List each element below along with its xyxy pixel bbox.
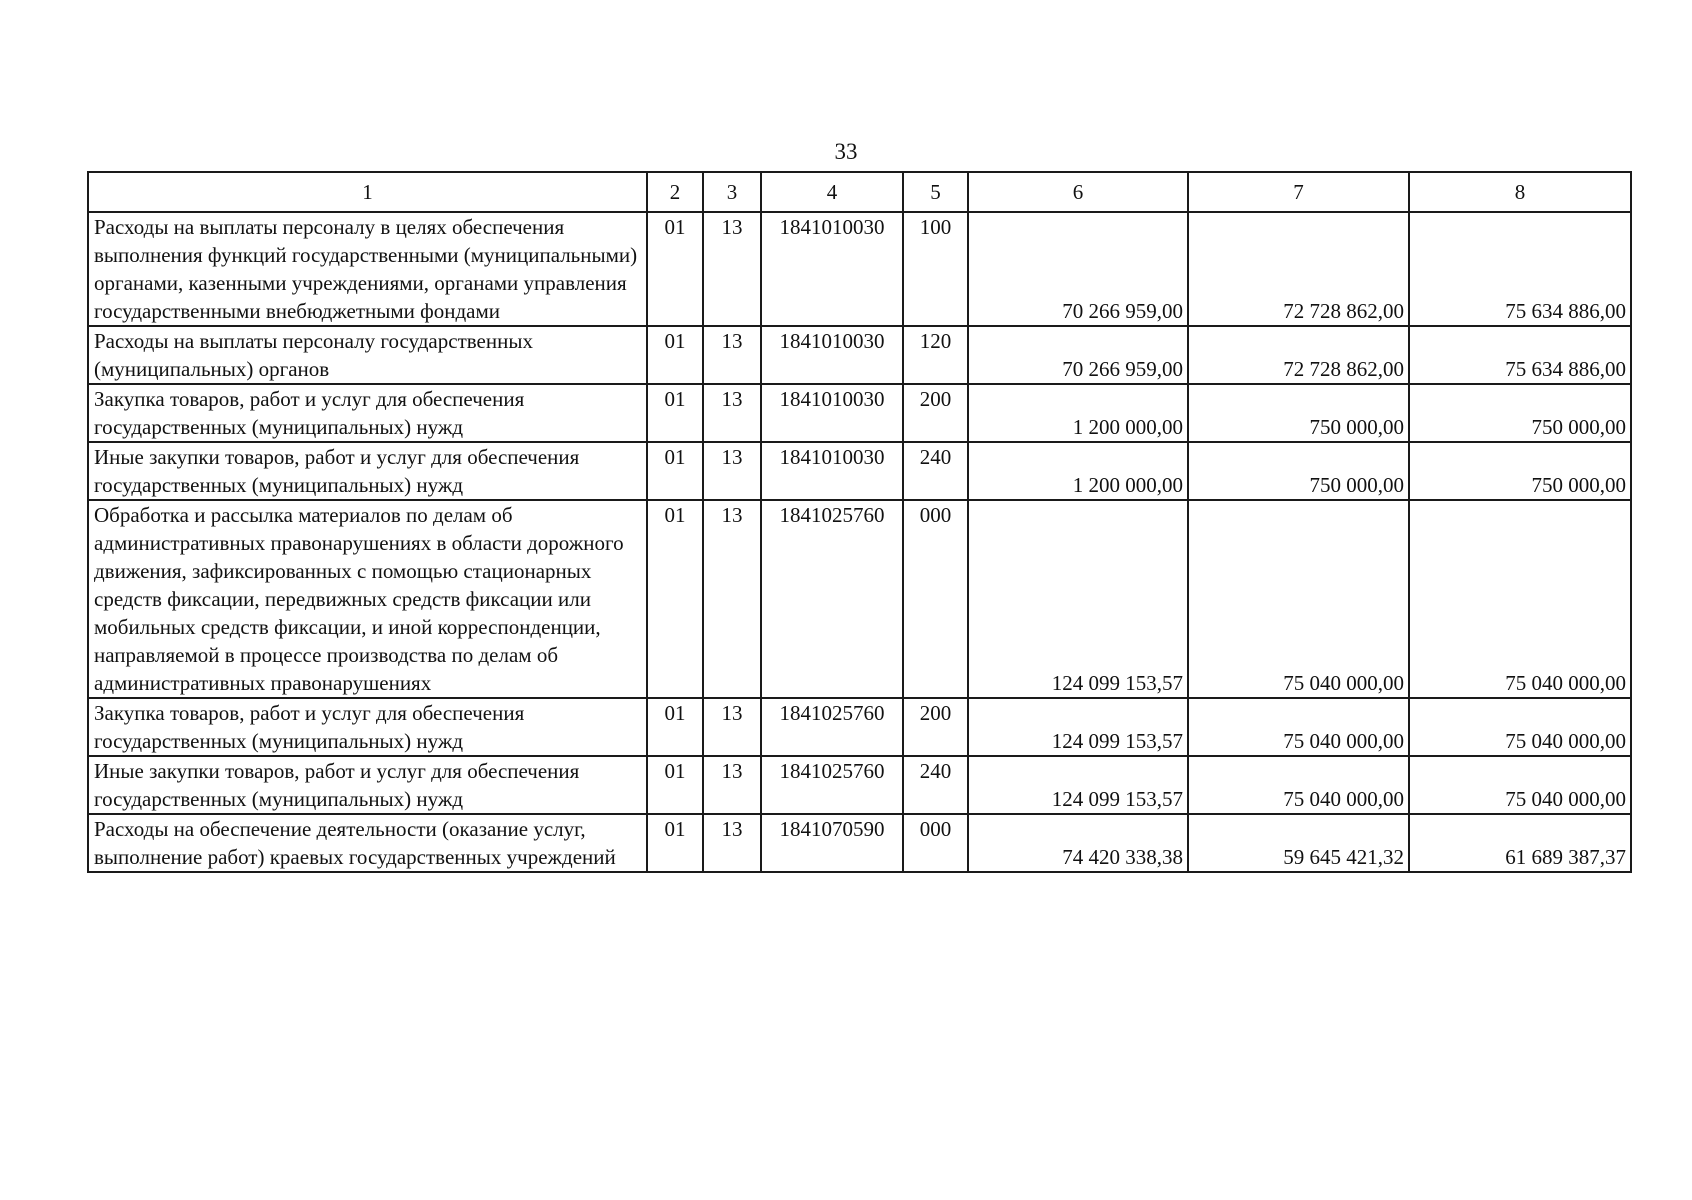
expense-type-code: 200 xyxy=(903,698,968,756)
subsection-code: 13 xyxy=(703,698,761,756)
column-header: 6 xyxy=(968,172,1188,212)
amount-col-7: 72 728 862,00 xyxy=(1188,212,1409,326)
expense-name: Закупка товаров, работ и услуг для обеспечения государственных (муниципальных) нужд xyxy=(88,384,647,442)
target-code: 1841070590 xyxy=(761,814,903,872)
amount-col-8: 61 689 387,37 xyxy=(1409,814,1631,872)
table-row xyxy=(88,212,1631,326)
table-row xyxy=(88,698,1631,756)
expense-name: Иные закупки товаров, работ и услуг для обеспечения государственных (муниципальных) нужд xyxy=(88,442,647,500)
expense-type-code: 100 xyxy=(903,212,968,326)
amount-col-6: 1 200 000,00 xyxy=(968,442,1188,500)
amount-col-6: 70 266 959,00 xyxy=(968,212,1188,326)
expense-name: Расходы на обеспечение деятельности (оказание услуг, выполнение работ) краевых государственных учреждений xyxy=(88,814,647,872)
expense-name: Расходы на выплаты персоналу в целях обеспечения выполнения функций государственными (муниципальными) органами, казенными учреждениями, органами управления государственными внебюджетными фондами xyxy=(88,212,647,326)
section-code: 01 xyxy=(647,384,703,442)
subsection-code: 13 xyxy=(703,384,761,442)
table-row xyxy=(88,756,1631,814)
amount-col-6: 124 099 153,57 xyxy=(968,698,1188,756)
amount-col-7: 59 645 421,32 xyxy=(1188,814,1409,872)
expense-name: Иные закупки товаров, работ и услуг для обеспечения государственных (муниципальных) нужд xyxy=(88,756,647,814)
subsection-code: 13 xyxy=(703,814,761,872)
amount-col-7: 750 000,00 xyxy=(1188,384,1409,442)
table-row xyxy=(88,500,1631,698)
amount-col-7: 75 040 000,00 xyxy=(1188,756,1409,814)
header-row xyxy=(88,172,1631,212)
amount-col-6: 1 200 000,00 xyxy=(968,384,1188,442)
amount-col-8: 75 040 000,00 xyxy=(1409,698,1631,756)
target-code: 1841010030 xyxy=(761,326,903,384)
section-code: 01 xyxy=(647,814,703,872)
amount-col-8: 75 040 000,00 xyxy=(1409,500,1631,698)
amount-col-8: 75 040 000,00 xyxy=(1409,756,1631,814)
page-number: 33 xyxy=(834,139,858,164)
column-header: 2 xyxy=(647,172,703,212)
section-code: 01 xyxy=(647,442,703,500)
table-row xyxy=(88,384,1631,442)
column-header: 5 xyxy=(903,172,968,212)
amount-col-6: 124 099 153,57 xyxy=(968,756,1188,814)
amount-col-8: 750 000,00 xyxy=(1409,384,1631,442)
subsection-code: 13 xyxy=(703,756,761,814)
subsection-code: 13 xyxy=(703,500,761,698)
section-code: 01 xyxy=(647,756,703,814)
amount-col-7: 72 728 862,00 xyxy=(1188,326,1409,384)
column-header: 1 xyxy=(88,172,647,212)
subsection-code: 13 xyxy=(703,212,761,326)
target-code: 1841025760 xyxy=(761,756,903,814)
column-header: 7 xyxy=(1188,172,1409,212)
expense-type-code: 000 xyxy=(903,500,968,698)
column-header: 8 xyxy=(1409,172,1631,212)
expense-type-code: 000 xyxy=(903,814,968,872)
amount-col-7: 75 040 000,00 xyxy=(1188,500,1409,698)
amount-col-8: 750 000,00 xyxy=(1409,442,1631,500)
amount-col-8: 75 634 886,00 xyxy=(1409,326,1631,384)
expense-type-code: 200 xyxy=(903,384,968,442)
column-header: 3 xyxy=(703,172,761,212)
target-code: 1841010030 xyxy=(761,442,903,500)
section-code: 01 xyxy=(647,698,703,756)
table-row xyxy=(88,326,1631,384)
amount-col-7: 75 040 000,00 xyxy=(1188,698,1409,756)
section-code: 01 xyxy=(647,326,703,384)
expense-type-code: 240 xyxy=(903,442,968,500)
amount-col-6: 74 420 338,38 xyxy=(968,814,1188,872)
target-code: 1841025760 xyxy=(761,698,903,756)
table-row xyxy=(88,814,1631,872)
expense-name: Обработка и рассылка материалов по делам об административных правонарушениях в области дорожного движения, зафиксированных с помощью стационарных средств фиксации, передвижных средств фиксации или мобильных средств фиксации, и иной корреспонденции, направляемой в процессе производства по делам об административных правонарушениях xyxy=(88,500,647,698)
table-row xyxy=(88,442,1631,500)
expense-name: Закупка товаров, работ и услуг для обеспечения государственных (муниципальных) нужд xyxy=(88,698,647,756)
amount-col-8: 75 634 886,00 xyxy=(1409,212,1631,326)
expense-type-code: 120 xyxy=(903,326,968,384)
budget-table xyxy=(87,171,1632,873)
section-code: 01 xyxy=(647,500,703,698)
table-header xyxy=(88,172,1631,212)
amount-col-7: 750 000,00 xyxy=(1188,442,1409,500)
expense-name: Расходы на выплаты персоналу государственных (муниципальных) органов xyxy=(88,326,647,384)
target-code: 1841010030 xyxy=(761,384,903,442)
table-body xyxy=(88,212,1631,872)
subsection-code: 13 xyxy=(703,442,761,500)
amount-col-6: 124 099 153,57 xyxy=(968,500,1188,698)
target-code: 1841010030 xyxy=(761,212,903,326)
expense-type-code: 240 xyxy=(903,756,968,814)
target-code: 1841025760 xyxy=(761,500,903,698)
subsection-code: 13 xyxy=(703,326,761,384)
column-header: 4 xyxy=(761,172,903,212)
amount-col-6: 70 266 959,00 xyxy=(968,326,1188,384)
section-code: 01 xyxy=(647,212,703,326)
